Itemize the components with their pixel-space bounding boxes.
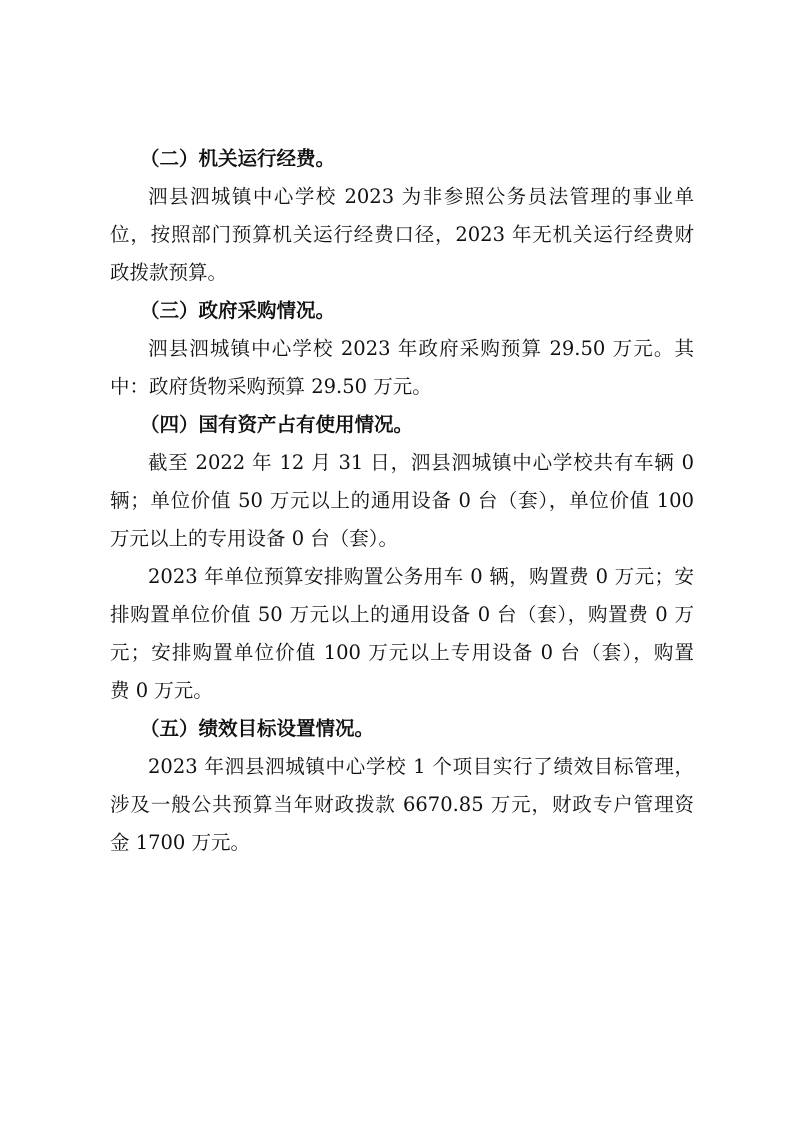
paragraph-line: 费 0 万元。 <box>110 679 213 702</box>
paragraph-line: 位，按照部门预算机关运行经费口径，2023 年无机关运行经费财 <box>110 223 694 246</box>
paragraph-line: 泗县泗城镇中心学校 2023 为非参照公务员法管理的事业单 <box>148 185 694 208</box>
paragraph <box>110 330 694 406</box>
paragraph-line: 辆；单位价值 50 万元以上的通用设备 0 台（套），单位价值 100 <box>110 489 694 512</box>
section-heading: （四）国有资产占有使用情况。 <box>140 413 414 436</box>
paragraph-line: 政拨款预算。 <box>110 261 228 284</box>
section-performance-targets <box>110 710 694 862</box>
section-heading: （三）政府采购情况。 <box>140 299 336 322</box>
paragraph-line: 排购置单位价值 50 万元以上的通用设备 0 台（套），购置费 0 万 <box>110 603 694 626</box>
paragraph-line: 涉及一般公共预算当年财政拨款 6670.85 万元，财政专户管理资 <box>110 793 694 816</box>
paragraph <box>110 444 694 558</box>
paragraph-line: 万元以上的专用设备 0 台（套）。 <box>110 527 399 550</box>
paragraph <box>110 558 694 710</box>
document-body <box>110 140 694 862</box>
paragraph <box>110 748 694 862</box>
section-heading: （二）机关运行经费。 <box>140 147 336 170</box>
section-state-assets <box>110 406 694 710</box>
paragraph-line: 截至 2022 年 12 月 31 日，泗县泗城镇中心学校共有车辆 0 <box>148 451 694 474</box>
paragraph <box>110 178 694 292</box>
paragraph-line: 2023 年单位预算安排购置公务用车 0 辆，购置费 0 万元；安 <box>148 565 694 588</box>
section-procurement <box>110 292 694 406</box>
paragraph-line: 金 1700 万元。 <box>110 831 251 854</box>
paragraph-line: 泗县泗城镇中心学校 2023 年政府采购预算 29.50 万元。其 <box>148 337 694 360</box>
section-heading: （五）绩效目标设置情况。 <box>140 717 375 740</box>
paragraph-line: 中：政府货物采购预算 29.50 万元。 <box>110 375 432 398</box>
paragraph-line: 元；安排购置单位价值 100 万元以上专用设备 0 台（套），购置 <box>110 641 694 664</box>
section-operating-funds <box>110 140 694 292</box>
paragraph-line: 2023 年泗县泗城镇中心学校 1 个项目实行了绩效目标管理， <box>148 755 694 778</box>
